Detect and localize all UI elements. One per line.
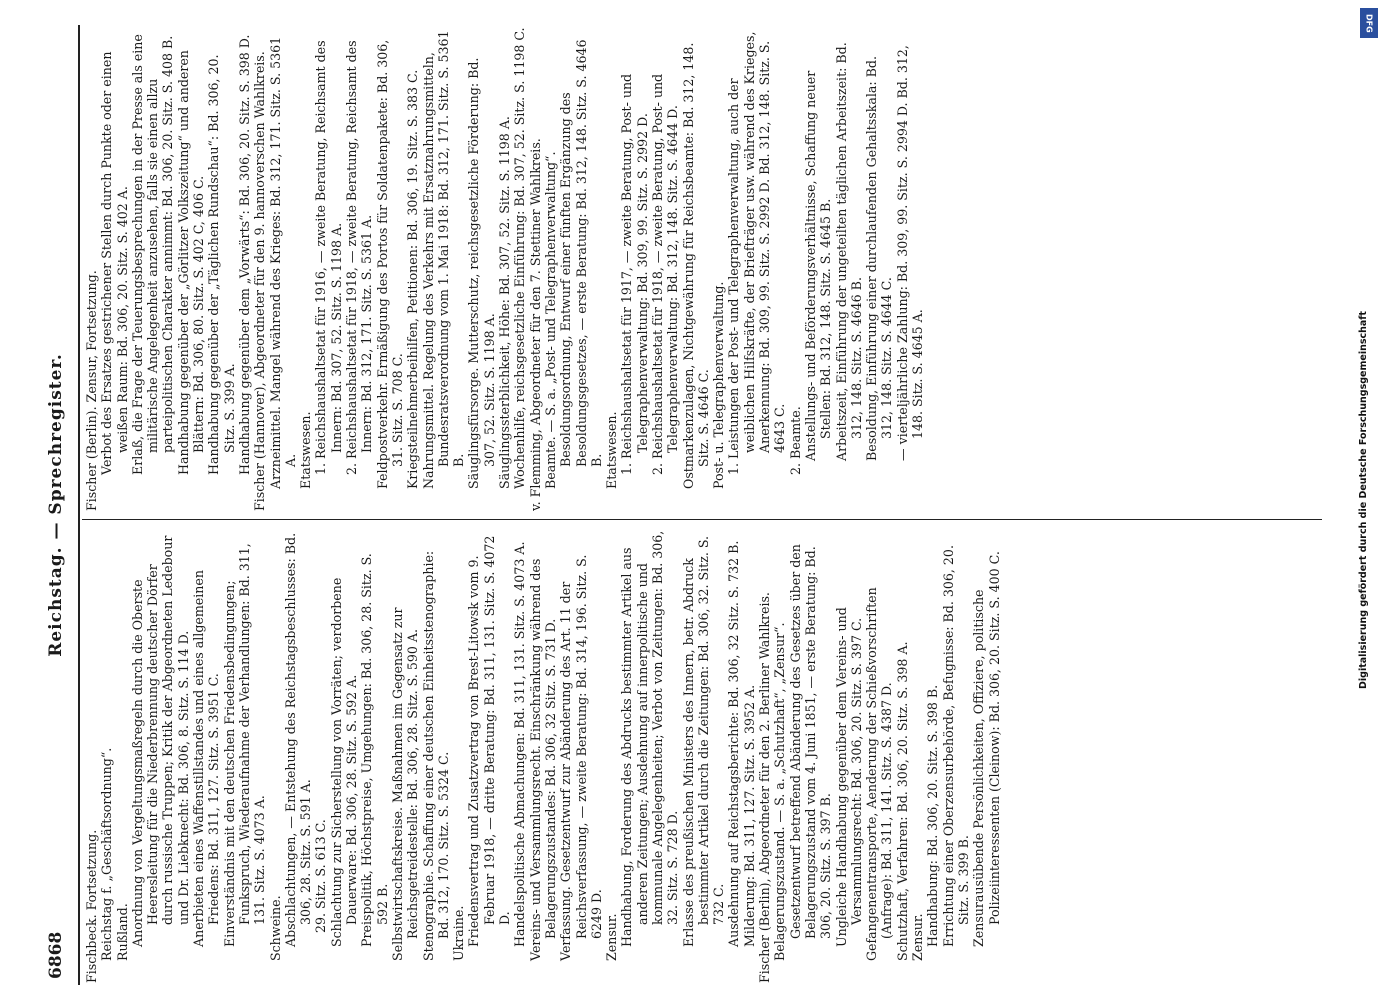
- index-entry: — vierteljährliche Zahlung: Bd. 309, 99. Sitz. S. 2994 D. Bd. 312, 148. Sitz. S. 4645 A.: [894, 45, 926, 461]
- index-entry: Rußland.: [114, 903, 130, 961]
- index-entry: Verbot des Ersatzes gestrichener Stellen durch Punkte oder einen weißen Raum: Bd. 306, 20. Sitz. S. 402 A.: [99, 51, 130, 475]
- dfg-logo: DFG: [1360, 8, 1378, 38]
- index-entry: Abschlachtungen, — Entstehung des Reichstagsbeschlusses: Bd. 306, 28. Sitz. S. 591 A.: [282, 532, 314, 947]
- index-entry: 1. Reichshaushaltsetat für 1917, — zweite Beratung, Post- und Telegraphenverwaltung: Bd. 309, 99. Sitz. S. 2992 D.: [619, 73, 650, 475]
- index-entry: Schweine.: [267, 895, 283, 961]
- index-entry: v. Flemming, Abgeordneter für den 7. Stettiner Wahlkreis.: [527, 138, 543, 511]
- index-entry: 2. Beamte.: [787, 406, 803, 475]
- index-entry: Handhabung, Forderung des Abdrucks bestimmter Artikel aus anderen Zeitungen; Ausdehnung auf innerpolitische und kommunale Angelegenheiten; Verbot von Zeitungen: Bd. 306, 32. Sitz. S. 728 D.: [619, 530, 681, 947]
- index-entry: Arzneimittel. Mangel während des Krieges: Bd. 312, 171. Sitz. S. 5361 A.: [267, 36, 298, 489]
- index-entry: Ungleiche Handhabung gegenüber dem Vereins- und Versammlungsrecht: Bd. 306, 20. Sitz. S. 397 C.: [833, 607, 864, 947]
- index-entry: Friedensvertrag und Zusatzvertrag von Brest-Litowsk vom 9. Februar 1918, — dritte Beratung: Bd. 311, 131. Sitz. S. 4072 D.: [466, 535, 513, 947]
- index-entry: 2. Reichshaushaltsetat für 1918, — zweite Beratung, Reichsamt des Innern: Bd. 312, 171. Sitz. S. 5361 A.: [344, 40, 375, 475]
- index-entry: Fischer (Berlin). Zensur, Fortsetzung.: [84, 270, 99, 511]
- index-entry: Kriegsteilnehmerbeihilfen, Petitionen: Bd. 306, 19. Sitz. S. 383 C.: [405, 69, 421, 489]
- index-entry: Handhabung gegenüber dem „Vorwärts“: Bd. 306, 20. Sitz. S. 398 D.: [236, 34, 252, 475]
- index-entry: Einverständnis mit den deutschen Friedensbedingungen; Funkspruch, Wiederaufnahme der Verhandlungen: Bd. 311, 131. Sitz. S. 4073 A.: [221, 543, 268, 947]
- index-entry: Zensur.: [910, 913, 926, 961]
- index-entry: Feldpostverkehr. Ermäßigung des Portos für Soldatenpakete: Bd. 306, 31. Sitz. S. 708 C.: [374, 39, 405, 489]
- index-entry: Ausdehnung auf Reichstagsberichte: Bd. 306, 32 Sitz. S. 732 B.: [726, 540, 742, 947]
- index-entry: Gefangenentransporte, Aenderung der Schießvorschriften (Anfrage): Bd. 311, 141. Sitz. S. 4387 D.: [864, 587, 895, 961]
- index-entry: Post- u. Telegraphenverwaltung.: [711, 281, 727, 489]
- index-entry: Preispolitik, Höchstpreise, Umgehungen: Bd. 306, 28. Sitz. S. 592 B.: [359, 553, 390, 947]
- running-title: Reichstag. — Sprechregister.: [46, 353, 66, 657]
- header-rule: [78, 25, 80, 985]
- index-entry: Arbeitszeit, Einführung der ungeteilten täglichen Arbeitszeit: Bd. 312, 148. Sitz. S. 4646 B.: [833, 42, 864, 461]
- index-entry: Fischer (Hannover), Abgeordneter für den 9. hannoverschen Wahlkreis.: [252, 51, 268, 511]
- column-divider: [82, 519, 1322, 520]
- index-entry: Etatswesen.: [604, 411, 620, 489]
- index-entry: Vereins- und Versammlungsrecht. Einschränkung während des Belagerungszustandes: Bd. 306, 32 Sitz. S. 731 D.: [527, 558, 558, 961]
- index-entry: Säuglingssterblichkeit, Höhe: Bd. 307, 52. Sitz. S. 1198 A.: [497, 116, 513, 489]
- digitization-credit: Digitalisierung gefördert durch die Deutsche Forschungsgemeinschaft: [1358, 311, 1369, 689]
- index-entry: Errichtung einer Oberzensurbehörde, Befugnisse: Bd. 306, 20. Sitz. S. 399 B.: [940, 545, 971, 947]
- index-entry: Milderung: Bd. 311, 127. Sitz. S. 3952 A.: [741, 684, 757, 947]
- index-entry: Anstellungs- und Beförderungsverhältnisse, Schaffung neuer Stellen: Bd. 312, 148. Sitz. S. 4645 B.: [802, 70, 834, 461]
- index-entry: Nahrungsmittel. Regelung des Verkehrs mit Ersatznahrungsmitteln, Bundesratsverordnung vom 1. Mai 1918: Bd. 312, 171. Sitz. S. 5361 B.: [420, 30, 467, 489]
- right-column: [84, 27, 1324, 511]
- index-entry: Säuglingsfürsorge. Mutterschutz, reichsgesetzliche Förderung: Bd. 307, 52. Sitz. S. 1198 A.: [466, 57, 497, 489]
- index-entry: Anerbieten eines Waffenstillstandes und eines allgemeinen Friedens: Bd. 311, 127. Sitz. S. 3951 C.: [191, 570, 222, 947]
- index-entry: Verfassung. Gesetzentwurf zur Abänderung des Art. 11 der Reichsverfassung, — zweite Beratung: Bd. 314, 196. Sitz. S. 6249 D.: [558, 554, 604, 961]
- document-page: [40, 25, 1330, 985]
- running-header: [40, 25, 78, 985]
- index-entry: Zensur.: [604, 913, 620, 961]
- left-column: [84, 527, 1324, 983]
- index-entry: 1. Leistungen der Post- und Telegraphenverwaltung, auch der weiblichen Hilfskräfte, der Briefträger usw. während des Krieges, Anerkennung: Bd. 309, 99. Sitz. S. 2992 D. Bd. 312, 148. Sitz. S. 4643 C.: [726, 31, 788, 475]
- index-entry: Handhabung gegenüber der „Täglichen Rundschau“: Bd. 306, 20. Sitz. S. 399 A.: [206, 54, 237, 475]
- index-entry: Selbstwirtschaftskreise. Maßnahmen im Gegensatz zur Reichsgetreidestelle: Bd. 306, 28. Sitz. S. 590 A.: [389, 607, 421, 961]
- index-entry: Stenographie. Schaffung einer deutschen Einheitsstenographie: Bd. 312, 170. Sitz. S. 5324 C.: [420, 550, 451, 961]
- index-entry: Erlasse des preußischen Ministers des Innern, betr. Abdruck bestimmter Artikel durch die Zeitungen: Bd. 306, 32. Sitz. S. 732 C.: [680, 535, 727, 947]
- index-entry: Wochenhilfe, reichsgesetzliche Einführung: Bd. 307, 52. Sitz. S. 1198 C.: [512, 27, 528, 489]
- index-entry: Erlaß, die Frage der Teuerungsbesprechungen in der Presse als eine militärische Angelegenheit anzusehen, falls sie einen allzu parteipolitischen Charakter annimmt: Bd. 306, 20. Sitz. S. 408 B.: [129, 34, 176, 475]
- index-entry: Etatswesen.: [298, 411, 314, 489]
- index-entry: Reichstag f. „Geschäftsordnung“.: [99, 747, 115, 961]
- index-entry: Schutzhaft, Verfahren: Bd. 306, 20. Sitz. S. 398 A.: [894, 641, 910, 961]
- index-entry: Handhabung gegenüber der „Görlitzer Volkszeitung“ und anderen Blättern: Bd. 306, 80. Sitz. S. 402 C, 406 C.: [175, 50, 207, 475]
- index-entry: 1. Reichshaushaltsetat für 1916, — zweite Beratung, Reichsamt des Innern: Bd. 307, 52. Sitz. S. 1198 A.: [313, 40, 344, 475]
- index-entry: Anordnung von Vergeltungsmaßregeln durch die Oberste Heeresleitung für die Niederbrennung deutscher Dörfer durch russische Truppen; Kritik der Abgeordneten Ledebour und Dr. Liebknecht: Bd. 306, 8. Sitz. S. 114 D.: [129, 535, 191, 947]
- index-entry: 2. Reichshaushaltsetat für 1918, — zweite Beratung, Post- und Telegraphenverwaltung: Bd. 312, 148. Sitz. S. 4644 D.: [649, 73, 681, 475]
- index-entry: Ostmarkenzulagen, Nichtgewährung für Reichsbeamte: Bd. 312, 148. Sitz. S. 4646 C.: [680, 42, 711, 489]
- index-entry: 29. Sitz. S. 613 C.: [313, 819, 329, 933]
- index-entry: Ukraine.: [451, 905, 467, 961]
- index-entry: Fischbeck. Fortsetzung.: [84, 829, 99, 983]
- index-entry: Belagerungszustand. — S. a. „Schutzhaft“, „Zensur“. Gesetzentwurf betreffend Abänderung des Gesetzes über den Belagerungszustand vom 4. Juni 1851, — erste Beratung: Bd. 306, 20. Sitz. S. 397 B.: [772, 544, 834, 961]
- index-entry: Handhabung: Bd. 306, 20. Sitz. S. 398 B.: [925, 684, 941, 947]
- index-entry: Handelspolitische Abmachungen: Bd. 311, 131. Sitz. S. 4073 A.: [512, 541, 528, 947]
- index-entry: Besoldung, Einführung einer durchlaufenden Gehaltsskala: Bd. 312, 148. Sitz. S. 4644 C.: [864, 56, 895, 461]
- index-entry: Fischer (Berlin), Abgeordneter für den 2. Berliner Wahlkreis.: [757, 592, 773, 983]
- page-number: 6868: [46, 931, 66, 979]
- index-entry: Zensurausübende Persönlichkeiten, Offiziere, politische Polizeiinteressenten (Cleinow): Bd. 306, 20. Sitz. S. 400 C.: [971, 551, 1002, 947]
- index-entry: Schlachtung zur Sicherstellung von Vorräten; verdorbene Dauerware: Bd. 306, 28. Sitz. S. 592 A.: [328, 577, 360, 947]
- index-entry: Beamte. — S. a. „Post- und Telegraphenverwaltung“. Besoldungsordnung, Entwurf einer fünften Ergänzung des Besoldungsgesetzes, — erste Beratung: Bd. 312, 148. Sitz. S. 4646 B.: [542, 39, 604, 489]
